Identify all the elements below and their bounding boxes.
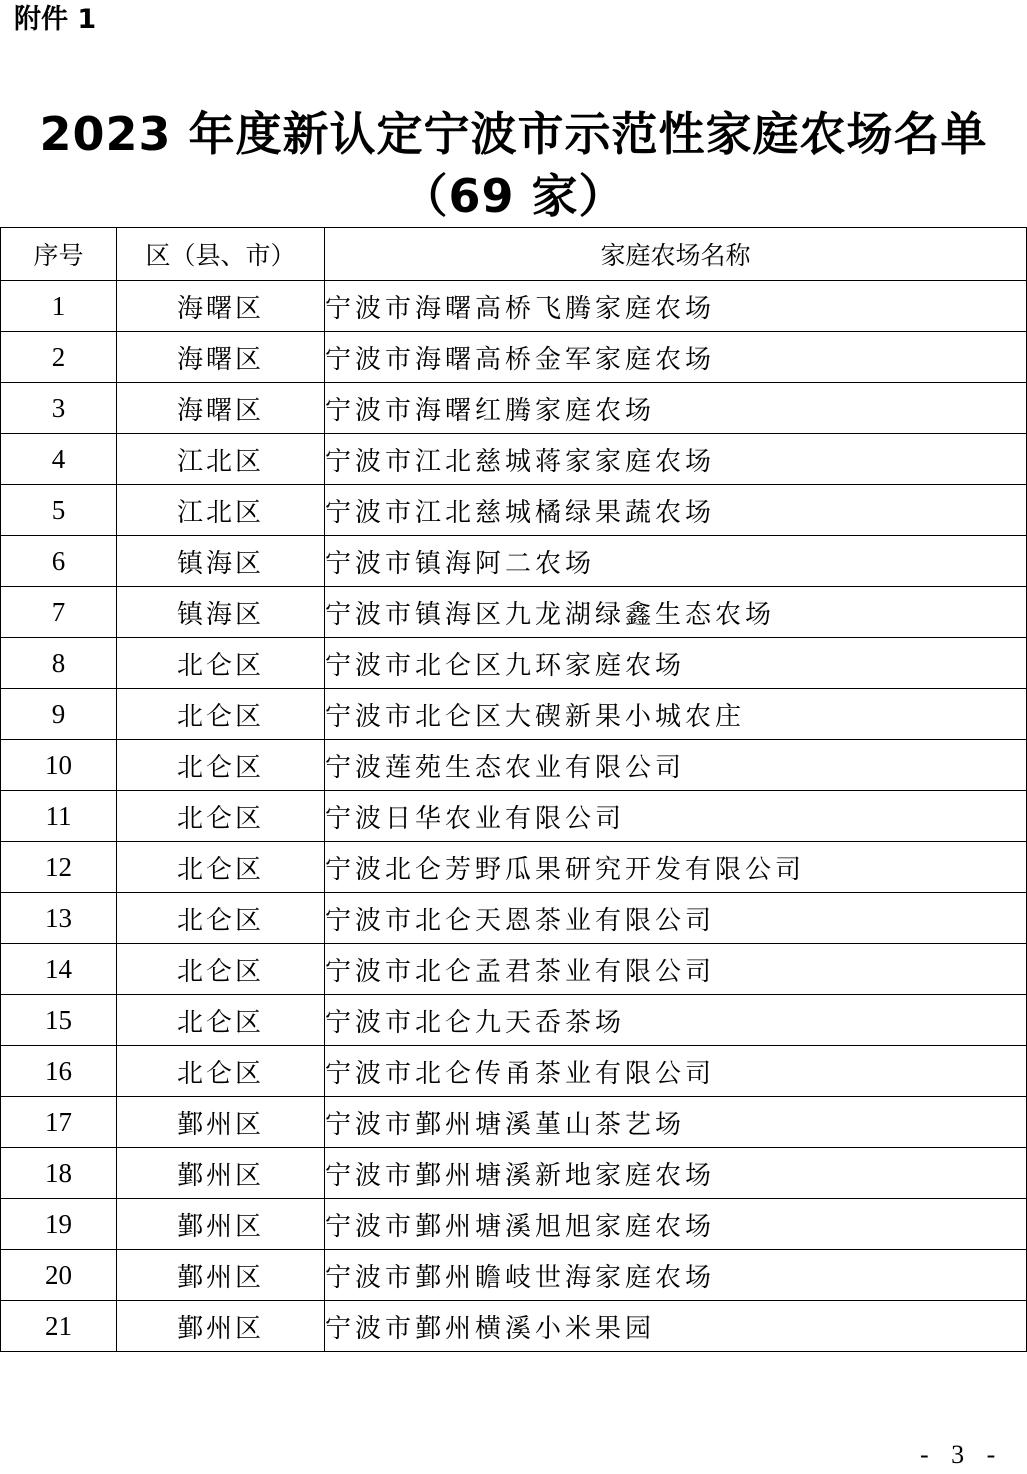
row-serial-number: 10 — [1, 740, 117, 791]
row-farm-name: 宁波市鄞州横溪小米果园 — [325, 1301, 1027, 1352]
row-serial-number: 7 — [1, 587, 117, 638]
row-serial-number: 21 — [1, 1301, 117, 1352]
row-district: 北仑区 — [117, 791, 325, 842]
row-district: 北仑区 — [117, 944, 325, 995]
row-district: 北仑区 — [117, 893, 325, 944]
document-subtitle-count: （69 家） — [401, 169, 626, 223]
row-farm-name: 宁波市北仑孟君茶业有限公司 — [325, 944, 1027, 995]
table-row — [1, 689, 1027, 740]
table-row — [1, 893, 1027, 944]
header-farm-name: 家庭农场名称 — [325, 228, 1027, 281]
row-district: 海曙区 — [117, 332, 325, 383]
row-farm-name: 宁波市江北慈城橘绿果蔬农场 — [325, 485, 1027, 536]
row-district: 镇海区 — [117, 536, 325, 587]
row-farm-name: 宁波市海曙红腾家庭农场 — [325, 383, 1027, 434]
row-district: 海曙区 — [117, 383, 325, 434]
row-farm-name: 宁波市鄞州瞻岐世海家庭农场 — [325, 1250, 1027, 1301]
table-row — [1, 740, 1027, 791]
table-row — [1, 842, 1027, 893]
row-serial-number: 18 — [1, 1148, 117, 1199]
row-district: 鄞州区 — [117, 1301, 325, 1352]
row-serial-number: 17 — [1, 1097, 117, 1148]
table-row — [1, 638, 1027, 689]
row-serial-number: 16 — [1, 1046, 117, 1097]
row-district: 鄞州区 — [117, 1199, 325, 1250]
row-district: 北仑区 — [117, 1046, 325, 1097]
table-row — [1, 536, 1027, 587]
row-district: 鄞州区 — [117, 1097, 325, 1148]
row-district: 北仑区 — [117, 689, 325, 740]
table-row — [1, 791, 1027, 842]
row-serial-number: 11 — [1, 791, 117, 842]
row-farm-name: 宁波日华农业有限公司 — [325, 791, 1027, 842]
row-farm-name: 宁波市江北慈城蒋家家庭农场 — [325, 434, 1027, 485]
row-farm-name: 宁波市北仑区九环家庭农场 — [325, 638, 1027, 689]
table-row — [1, 332, 1027, 383]
row-serial-number: 2 — [1, 332, 117, 383]
table-row — [1, 1250, 1027, 1301]
row-serial-number: 9 — [1, 689, 117, 740]
table-row — [1, 1097, 1027, 1148]
page-number: - 3 - — [920, 1440, 1004, 1469]
table-row — [1, 1199, 1027, 1250]
row-district: 江北区 — [117, 485, 325, 536]
row-district: 海曙区 — [117, 281, 325, 332]
row-farm-name: 宁波莲苑生态农业有限公司 — [325, 740, 1027, 791]
table-row — [1, 587, 1027, 638]
row-farm-name: 宁波市北仑区大碶新果小城农庄 — [325, 689, 1027, 740]
row-serial-number: 14 — [1, 944, 117, 995]
row-farm-name: 宁波市镇海阿二农场 — [325, 536, 1027, 587]
table-row — [1, 434, 1027, 485]
row-district: 镇海区 — [117, 587, 325, 638]
row-farm-name: 宁波市海曙高桥金军家庭农场 — [325, 332, 1027, 383]
row-serial-number: 19 — [1, 1199, 117, 1250]
row-serial-number: 6 — [1, 536, 117, 587]
row-farm-name: 宁波市海曙高桥飞腾家庭农场 — [325, 281, 1027, 332]
row-farm-name: 宁波市北仑传甬茶业有限公司 — [325, 1046, 1027, 1097]
header-district: 区（县、市） — [117, 228, 325, 281]
row-farm-name: 宁波市鄞州塘溪堇山茶艺场 — [325, 1097, 1027, 1148]
row-serial-number: 20 — [1, 1250, 117, 1301]
row-serial-number: 3 — [1, 383, 117, 434]
row-district: 江北区 — [117, 434, 325, 485]
table-row — [1, 1046, 1027, 1097]
row-serial-number: 12 — [1, 842, 117, 893]
row-district: 北仑区 — [117, 995, 325, 1046]
row-serial-number: 5 — [1, 485, 117, 536]
row-district: 北仑区 — [117, 638, 325, 689]
table-row — [1, 383, 1027, 434]
row-district: 北仑区 — [117, 740, 325, 791]
row-district: 鄞州区 — [117, 1148, 325, 1199]
table-row — [1, 995, 1027, 1046]
table-header-row — [1, 228, 1027, 281]
row-farm-name: 宁波市镇海区九龙湖绿鑫生态农场 — [325, 587, 1027, 638]
row-serial-number: 8 — [1, 638, 117, 689]
row-serial-number: 4 — [1, 434, 117, 485]
document-title: 2023 年度新认定宁波市示范性家庭农场名单 — [39, 107, 988, 161]
row-farm-name: 宁波北仑芳野瓜果研究开发有限公司 — [325, 842, 1027, 893]
attachment-label: 附件 1 — [14, 4, 97, 35]
table-row — [1, 1301, 1027, 1352]
row-district: 北仑区 — [117, 842, 325, 893]
table-body — [1, 281, 1027, 1352]
row-farm-name: 宁波市鄞州塘溪新地家庭农场 — [325, 1148, 1027, 1199]
row-farm-name: 宁波市鄞州塘溪旭旭家庭农场 — [325, 1199, 1027, 1250]
header-serial-number: 序号 — [1, 228, 117, 281]
row-serial-number: 13 — [1, 893, 117, 944]
table-row — [1, 281, 1027, 332]
row-farm-name: 宁波市北仑天恩茶业有限公司 — [325, 893, 1027, 944]
row-district: 鄞州区 — [117, 1250, 325, 1301]
table-row — [1, 1148, 1027, 1199]
row-serial-number: 1 — [1, 281, 117, 332]
table-row — [1, 485, 1027, 536]
farm-list-table — [0, 227, 1027, 1352]
row-farm-name: 宁波市北仑九天岙茶场 — [325, 995, 1027, 1046]
row-serial-number: 15 — [1, 995, 117, 1046]
table-row — [1, 944, 1027, 995]
